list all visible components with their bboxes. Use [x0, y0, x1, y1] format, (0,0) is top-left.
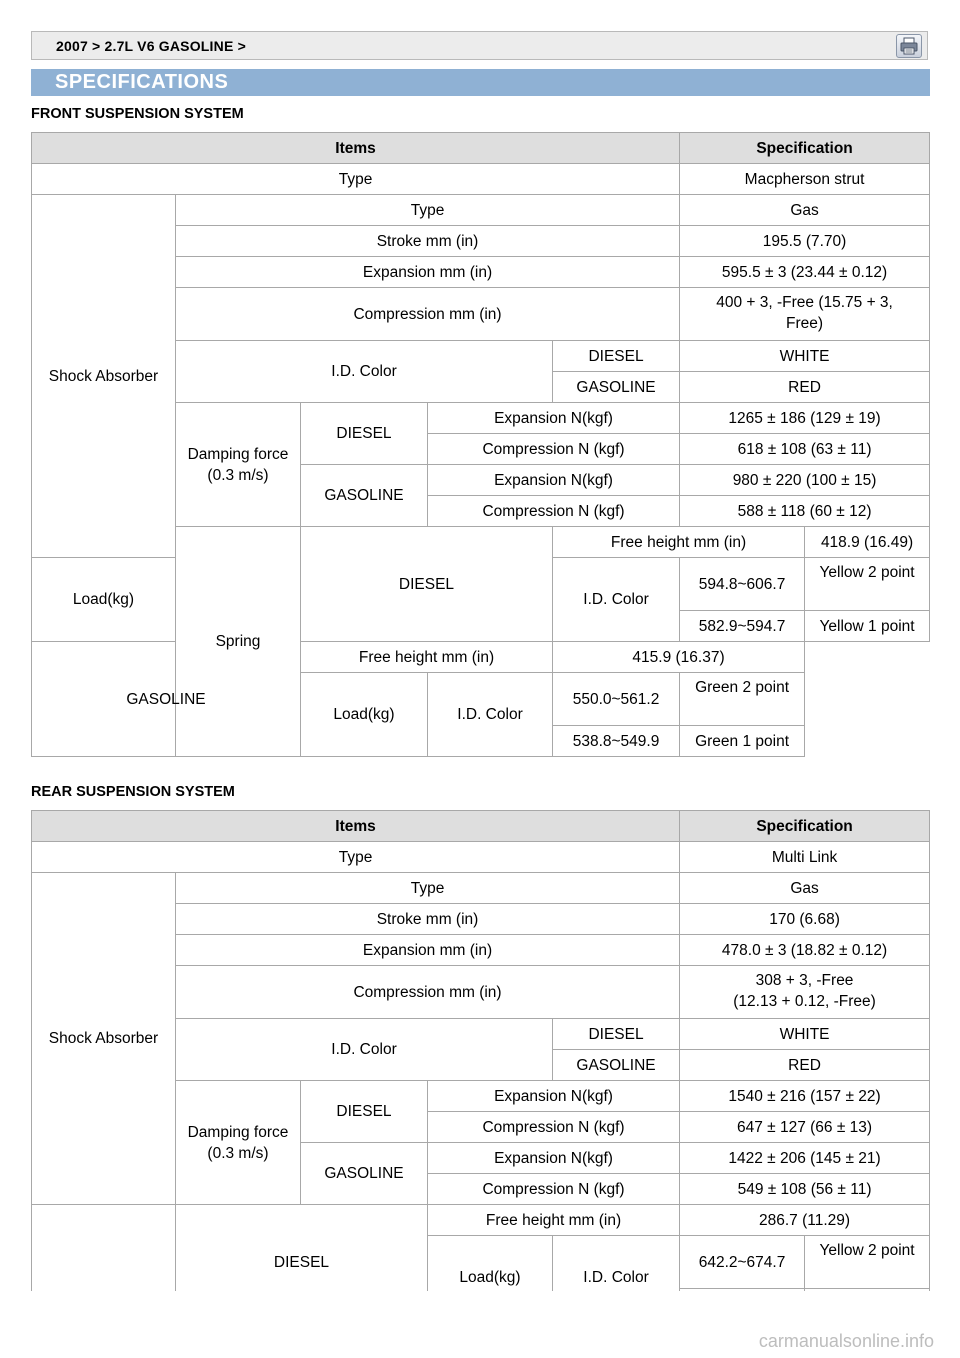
cell-label: GASOLINE [553, 372, 680, 403]
breadcrumb-text: 2007 > 2.7L V6 GASOLINE > [56, 38, 246, 54]
damping-force-label: Damping force (0.3 m/s) [176, 1081, 301, 1205]
table-row [32, 164, 930, 195]
cell-label: Expansion N(kgf) [428, 1143, 680, 1174]
cell-value: 595.5 ± 3 (23.44 ± 0.12) [680, 257, 930, 288]
shock-absorber-label: Shock Absorber [32, 873, 176, 1205]
table-row [32, 1205, 930, 1236]
cell-label: GASOLINE [301, 1143, 428, 1205]
header-specification: Specification [680, 133, 930, 164]
breadcrumb [31, 31, 928, 60]
cell-value: 286.7 (11.29) [680, 1205, 930, 1236]
table-row [32, 842, 930, 873]
cell-label: Expansion N(kgf) [428, 1081, 680, 1112]
cell-label: Free height mm (in) [428, 1205, 680, 1236]
cell-value: Macpherson strut [680, 164, 930, 195]
cell-value: 418.9 (16.49) [805, 527, 930, 558]
compression-line-1: 308 + 3, -Free [755, 972, 854, 989]
cell-label: I.D. Color [428, 673, 553, 757]
banner-title: SPECIFICATIONS [55, 71, 229, 93]
cell-value: Yellow 2 point [805, 558, 930, 611]
cell-value: 538.8~549.9 [553, 726, 680, 757]
cell-label: Expansion N(kgf) [428, 403, 680, 434]
cell-value: WHITE [680, 1019, 930, 1050]
cell-value: 618 ± 108 (63 ± 11) [680, 434, 930, 465]
cell-value: Yellow 2 point [805, 1236, 930, 1289]
cell-value [680, 966, 930, 1019]
cell-value: RED [680, 1050, 930, 1081]
cell-label: Type [32, 164, 680, 195]
front-suspension-table [31, 132, 930, 757]
cell-label: DIESEL [553, 1019, 680, 1050]
spring-label: Spring [176, 527, 301, 757]
id-color-label: I.D. Color [176, 1019, 553, 1081]
cell-label: GASOLINE [301, 465, 428, 527]
header-specification: Specification [680, 811, 930, 842]
cell-value: Green 1 point [680, 726, 805, 757]
rear-section-title: REAR SUSPENSION SYSTEM [31, 784, 235, 800]
cell-value: Multi Link [680, 842, 930, 873]
cell-label: DIESEL [176, 1205, 428, 1320]
cell-label: Compression mm (in) [176, 966, 680, 1019]
cell-label: Type [176, 195, 680, 226]
cell-label: Compression N (kgf) [428, 434, 680, 465]
specifications-banner [31, 69, 930, 96]
cell-value: 642.2~674.7 [680, 1236, 805, 1289]
cell-value: Gas [680, 873, 930, 904]
cell-value: 588 ± 118 (60 ± 12) [680, 496, 930, 527]
cell-value: Green 2 point [680, 673, 805, 726]
cell-label: DIESEL [301, 527, 553, 642]
cell-value: 594.8~606.7 [680, 558, 805, 611]
cell-value: 400 + 3, -Free (15.75 + 3, Free) [680, 288, 930, 341]
print-button[interactable] [896, 34, 922, 58]
table-row [32, 642, 930, 673]
cell-label: GASOLINE [32, 642, 301, 757]
cell-value: 415.9 (16.37) [553, 642, 805, 673]
cell-value: RED [680, 372, 930, 403]
cell-value: 1265 ± 186 (129 ± 19) [680, 403, 930, 434]
cell-label: Load(kg) [428, 1236, 553, 1320]
page-bottom-margin [0, 1291, 960, 1358]
cell-label: GASOLINE [553, 1050, 680, 1081]
cell-label: DIESEL [553, 341, 680, 372]
front-section-title: FRONT SUSPENSION SYSTEM [31, 106, 244, 122]
header-items: Items [32, 133, 680, 164]
cell-label: Type [32, 842, 680, 873]
cell-value: Yellow 1 point [805, 611, 930, 642]
footer-logo: carmanualsonline.info [758, 1331, 934, 1351]
table-row [32, 873, 930, 904]
cell-value: 550.0~561.2 [553, 673, 680, 726]
cell-label: Type [176, 873, 680, 904]
print-icon [897, 35, 921, 57]
cell-value: Gas [680, 195, 930, 226]
cell-value: 1422 ± 206 (145 ± 21) [680, 1143, 930, 1174]
cell-label: DIESEL [301, 1081, 428, 1143]
cell-label: I.D. Color [553, 558, 680, 642]
cell-value: WHITE [680, 341, 930, 372]
cell-value: 478.0 ± 3 (18.82 ± 0.12) [680, 935, 930, 966]
table-header-row [32, 811, 930, 842]
cell-value: 1540 ± 216 (157 ± 22) [680, 1081, 930, 1112]
table-header-row [32, 133, 930, 164]
header-items: Items [32, 811, 680, 842]
id-color-label: I.D. Color [176, 341, 553, 403]
cell-label: Load(kg) [301, 673, 428, 757]
rear-suspension-table [31, 810, 930, 1320]
cell-label: Compression N (kgf) [428, 1174, 680, 1205]
cell-label: Compression mm (in) [176, 288, 680, 341]
cell-label: Free height mm (in) [301, 642, 553, 673]
cell-label: Stroke mm (in) [176, 904, 680, 935]
shock-absorber-label: Shock Absorber [32, 195, 176, 558]
cell-label: Expansion mm (in) [176, 257, 680, 288]
cell-value: 980 ± 220 (100 ± 15) [680, 465, 930, 496]
cell-label: Expansion mm (in) [176, 935, 680, 966]
cell-value: 647 ± 127 (66 ± 13) [680, 1112, 930, 1143]
cell-label: Load(kg) [32, 558, 176, 642]
cell-label: I.D. Color [553, 1236, 680, 1320]
cell-value: 195.5 (7.70) [680, 226, 930, 257]
compression-line-2: (12.13 + 0.12, -Free) [733, 993, 876, 1010]
table-row [32, 195, 930, 226]
cell-label: DIESEL [301, 403, 428, 465]
cell-label: Expansion N(kgf) [428, 465, 680, 496]
cell-value: 582.9~594.7 [680, 611, 805, 642]
cell-label: Compression N (kgf) [428, 1112, 680, 1143]
cell-label: Free height mm (in) [553, 527, 805, 558]
damping-force-label: Damping force (0.3 m/s) [176, 403, 301, 527]
cell-value: 170 (6.68) [680, 904, 930, 935]
cell-label: Stroke mm (in) [176, 226, 680, 257]
cell-label: Compression N (kgf) [428, 496, 680, 527]
cell-value: 549 ± 108 (56 ± 11) [680, 1174, 930, 1205]
